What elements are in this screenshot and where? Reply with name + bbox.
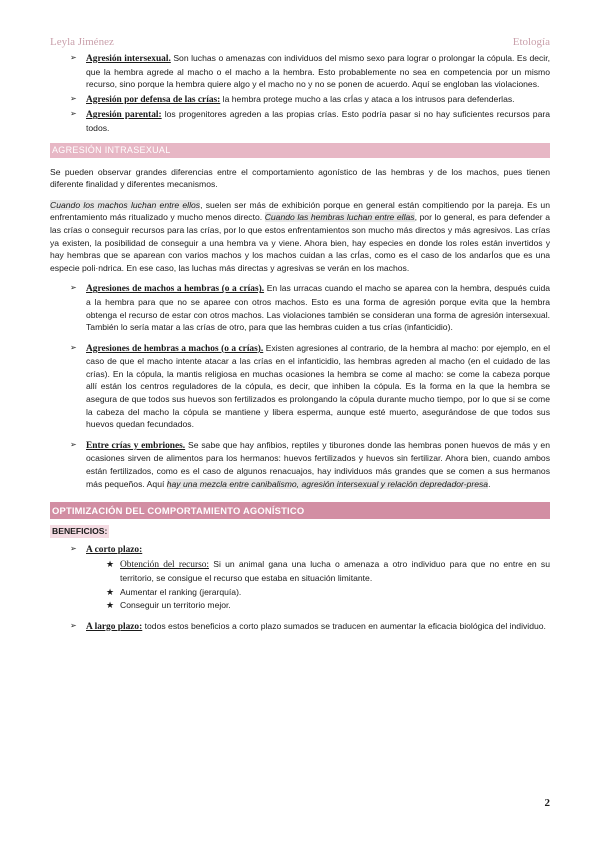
arrow-bullet-icon: ➢	[70, 93, 77, 103]
bullet-machos-a-hembras	[50, 282, 550, 333]
arrow-bullet-icon: ➢	[70, 109, 77, 119]
bullet-text: los progenitores agreden a las propias crías. Esto podría pasar si no hay suficientes recursos para todos.	[86, 109, 550, 133]
bullet-title: Agresión por defensa de las crías:	[86, 94, 221, 105]
bullet-corto-plazo	[50, 543, 550, 557]
arrow-bullet-icon: ➢	[70, 53, 77, 62]
bullet-agresion-intersexual	[50, 52, 550, 91]
bullet-text: todos estos beneficios a corto plazo sumados se traducen en aumentar la eficacia biológica del individuo.	[142, 620, 546, 631]
bullet-title: Agresión parental:	[86, 110, 162, 121]
header-author: Leyla Jiménez	[50, 36, 114, 48]
highlight-text: Cuando los machos luchan entre ellos	[50, 199, 201, 210]
bullet-largo-plazo	[50, 620, 550, 634]
bullet-hembras-a-machos	[50, 342, 550, 431]
bullet-title: A largo plazo:	[86, 621, 143, 632]
page-header	[50, 36, 550, 52]
page-number: 2	[544, 797, 550, 809]
star-item-text: Aumentar el ranking (jerarquía).	[120, 586, 242, 597]
machos-hembras-paragraph	[50, 199, 550, 275]
bullet-title: Entre crías y embriones.	[86, 440, 186, 451]
page-content	[50, 52, 550, 635]
bullet-title: Agresión intersexual.	[86, 54, 171, 64]
star-item-ranking	[50, 586, 550, 599]
star-item-title: Obtención del recurso:	[120, 560, 210, 571]
star-item-obtencion	[50, 558, 550, 584]
star-bullet-icon: ★	[106, 586, 115, 597]
paragraph-text: , suelen ser más de exhibición porque en general están compitiendo por la pareja. Es un enfrentamiento más ritualizado y mucho menos directo.	[50, 199, 550, 223]
paragraph-text: , por lo general, es para defender a las crías o conseguir recursos para las crías, por lo que estos enfrentamientos son mucho más directos y más agresivos. Las crías ya existen, la posibilidad de conseguir a una hembra va y viene. Ahora bien, hay especies en donde los roles están invertidos y hay hembras que se aparean con varios machos y los machos cuidan a las crÍas, como es el caso de los andarÍos que es una especie poli·ndrica. En ese caso, las luchas más directas y agresivas se verán en los machos.	[50, 212, 550, 273]
arrow-bullet-icon: ➢	[70, 543, 77, 553]
star-bullet-icon: ★	[106, 559, 115, 570]
bullet-title: Agresiones de hembras a machos (o a crías).	[86, 343, 264, 354]
arrow-bullet-icon: ➢	[70, 283, 77, 293]
bullet-title: Agresiones de machos a hembras (o a crías).	[86, 284, 265, 295]
bullet-defensa-crias	[50, 93, 550, 107]
arrow-bullet-icon: ➢	[70, 620, 77, 630]
bullet-text: En las urracas cuando el macho se aparea con la hembra, después cuida a la hembra para que no se aparee con otros machos. Esto es una forma de agresión porque evita que la hembra obtenga el recurso de estar con otros machos. Las violaciones también se consideran una forma de agresión intersexual. También lo sería matar a las crías de otro, para que las hembras cuiden a tus crías (infanticidio).	[86, 283, 550, 333]
star-item-text: Si un animal gana una lucha o amenaza a otro individuo para que no entre en su territorio, se consigue el recurso que estaba en situación limitante.	[120, 559, 550, 583]
bullet-text: Existen agresiones al contrario, de la hembra al macho: por ejemplo, en el caso de que el macho intente atacar a las crías en el infanticidio, las hembras agreden al macho (en el cuidado de las crías). En la cópula, la mantis religiosa en muchas ocasiones la hembra se come al macho: se come la cabeza porque allí están los centros reguladores de la cópula, es decir, que inhiben la cópula. Es la forma en la que la hembra se asegura de que todos sus huevos son fertilizados es prolongando la cópula durante mucho tiempo, por lo que si se come la cabeza del macho la cópula se mantiene y libera esperma, aunque esté muerto, asegurándose de que todos sus huevos quedan fecundados.	[86, 342, 550, 430]
arrow-bullet-icon: ➢	[70, 439, 77, 449]
section-heading-intrasexual: AGRESIÓN INTRASEXUAL	[50, 143, 550, 158]
header-subject: Etología	[512, 36, 550, 48]
bullet-text: la hembra protege mucho a las crÍas y ataca a los intrusos para defenderlas.	[220, 93, 515, 104]
star-item-territorio	[50, 599, 550, 612]
beneficios-subheading: BENEFICIOS:	[52, 526, 108, 537]
bullet-title: A corto plazo:	[86, 544, 143, 555]
bullet-text: Son luchas o amenazas con individuos del mismo sexo para lograr o prolongar la cópula. Es decir, que la hembra agrede al macho o el macho a la hembra. Esto probablemente no sea en competencia por un mismo recurso, sino porque la hembra quiere algo y el macho no y no se ponen de acuerdo. Aquí se engloban las violaciones.	[86, 53, 550, 90]
star-item-text: Conseguir un territorio mejor.	[120, 600, 231, 611]
intro-paragraph: Se pueden observar grandes diferencias entre el comportamiento agonístico de las hembras y de los machos, pues tienen diferente finalidad y diferentes mecanismos.	[50, 166, 550, 190]
bullet-text-tail: .	[488, 478, 491, 489]
arrow-bullet-icon: ➢	[70, 342, 77, 352]
section-heading-optimizacion: OPTIMIZACIÓN DEL COMPORTAMIENTO AGONÍSTICO	[50, 502, 550, 519]
highlight-text: hay una mezcla entre canibalismo, agresión intersexual y relación depredador-presa	[166, 478, 489, 489]
bullet-crias-embriones	[50, 439, 550, 490]
star-bullet-icon: ★	[106, 600, 115, 611]
bullet-text: Se sabe que hay anfibios, reptiles y tiburones donde las hembras ponen huevos de más y en ocasiones sirven de alimentos para los hermanos: huevos fertilizados y huevos sin fertilizar. Ahora bien, cuando ambos están fertilizados, como es el caso de algunos renacuajos, hay individuos más grandes que se comen a sus hermanos más pequeños. Aquí	[86, 439, 550, 489]
bullet-agresion-parental	[50, 108, 550, 134]
highlight-text: Cuando las hembras luchan entre ellas	[264, 212, 415, 223]
